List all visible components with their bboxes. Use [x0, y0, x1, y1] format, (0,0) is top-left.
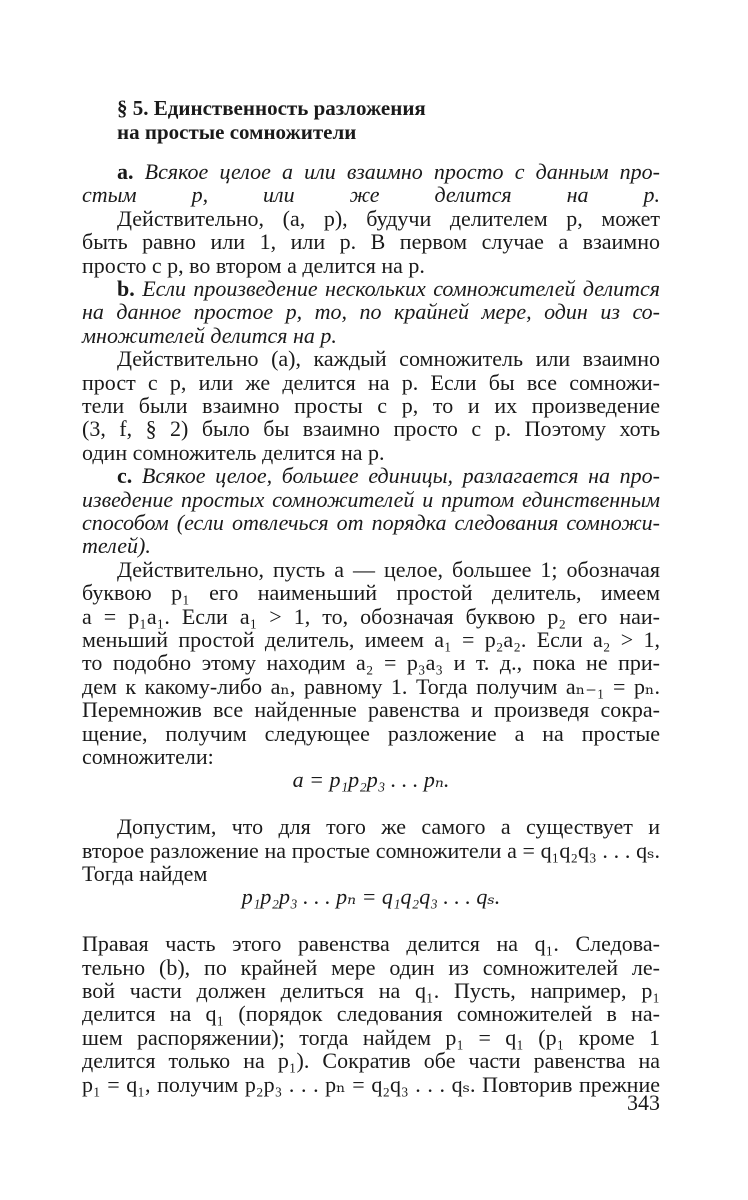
item-statement: Всякое целое, большее единицы, разлагается на про- [141, 463, 660, 489]
text-line: a = p₁a₁. Если a₁ > 1, то, обозначая буквою p₂ его наи- [82, 603, 660, 629]
text-line: прост с p, или же делится на p. Если бы все сомножи- [82, 369, 660, 395]
item-label: b. [117, 276, 143, 301]
text-line: дем к какому-либо aₙ, равному 1. Тогда получим aₙ₋₁ = pₙ. [82, 673, 660, 699]
text-line [117, 160, 660, 184]
text-line: Допустим, что для того же самого a существует и [117, 814, 660, 840]
item-label: c. [117, 463, 142, 489]
text-line: способом (если отвлечься от порядка следования сомножи- [82, 510, 660, 535]
text-line: Действительно, (a, p), будучи делителем p, может [117, 205, 660, 231]
text-line: щение, получим следующее разложение a на простые [82, 720, 660, 746]
item-label: a. [117, 159, 145, 184]
text-line: просто с p, во втором a делится на p. [82, 252, 425, 278]
section-heading-line2: на простые сомножители [117, 120, 357, 144]
text-line [117, 277, 660, 301]
page-number: 343 [627, 1090, 660, 1115]
text-line: то подобно этому находим a₂ = p₃a₃ и т. д., пока не при- [82, 650, 660, 676]
formula-line: p₁p₂p₃ . . . pₙ = q₁q₂q₃ . . . qₛ. [241, 884, 501, 910]
text-line: тельно (b), по крайней мере один из сомножителей ле- [82, 954, 660, 980]
text-line: один сомножитель делится на p. [82, 439, 385, 465]
text-line: p₁ = q₁, получим p₂p₃ . . . pₙ = q₂q₃ . . . qₛ. Повторив прежние [82, 1071, 660, 1097]
text-line: делится только на p₁). Сократив обе части равенства на [82, 1048, 660, 1074]
text-line: сомножители: [82, 744, 214, 769]
text-line: буквою p₁ его наименьший простой делитель, имеем [82, 580, 660, 606]
text-line: быть равно или 1, или p. В первом случае a взаимно [82, 229, 660, 255]
formula-line: a = p₁p₂p₃ . . . pₙ. [292, 767, 450, 793]
section-heading-line1: § 5. Единственность разложения [117, 96, 426, 120]
text-line: вой части должен делиться на q₁. Пусть, например, p₁ [82, 978, 660, 1003]
text-line: множителей делится на p. [82, 322, 337, 348]
text-line: Тогда найдем [82, 861, 208, 886]
text-line: меньший простой делитель, имеем a₁ = p₂a₂. Если a₂ > 1, [82, 627, 660, 652]
text-line [117, 464, 660, 488]
text-line: второе разложение на простые сомножители a = q₁q₂q₃ . . . qₛ. [82, 837, 660, 863]
text-line: делится на q₁ (порядок следования сомножителей в на- [82, 1001, 660, 1027]
text-line: Действительно (a), каждый сомножитель или взаимно [117, 346, 660, 372]
text-line: Правая часть этого равенства делится на q₁. Следова- [82, 931, 660, 957]
item-statement: Всякое целое a или взаимно просто с данным про- [144, 159, 661, 184]
text-line: тели были взаимно просты с p, то и их произведение [82, 393, 660, 418]
text-line: Перемножив все найденные равенства и произведя сокра- [82, 697, 660, 723]
text-line: Действительно, пусть a — целое, большее 1; обозначая [117, 556, 660, 582]
text-line: изведение простых сомножителей и притом единственным [82, 486, 660, 512]
text-line: (3, f, § 2) было бы взаимно просто с p. Поэтому хоть [82, 416, 660, 442]
text-line: шем распоряжении); тогда найдем p₁ = q₁ (p₁ кроме 1 [82, 1024, 660, 1050]
text-line: телей). [82, 533, 151, 559]
text-line: на данное простое p, то, по крайней мере, один из со- [82, 299, 660, 325]
text-line: стым p, или же делится на p. [82, 182, 660, 208]
item-statement: Если произведение нескольких сомножителей делится [142, 276, 660, 301]
